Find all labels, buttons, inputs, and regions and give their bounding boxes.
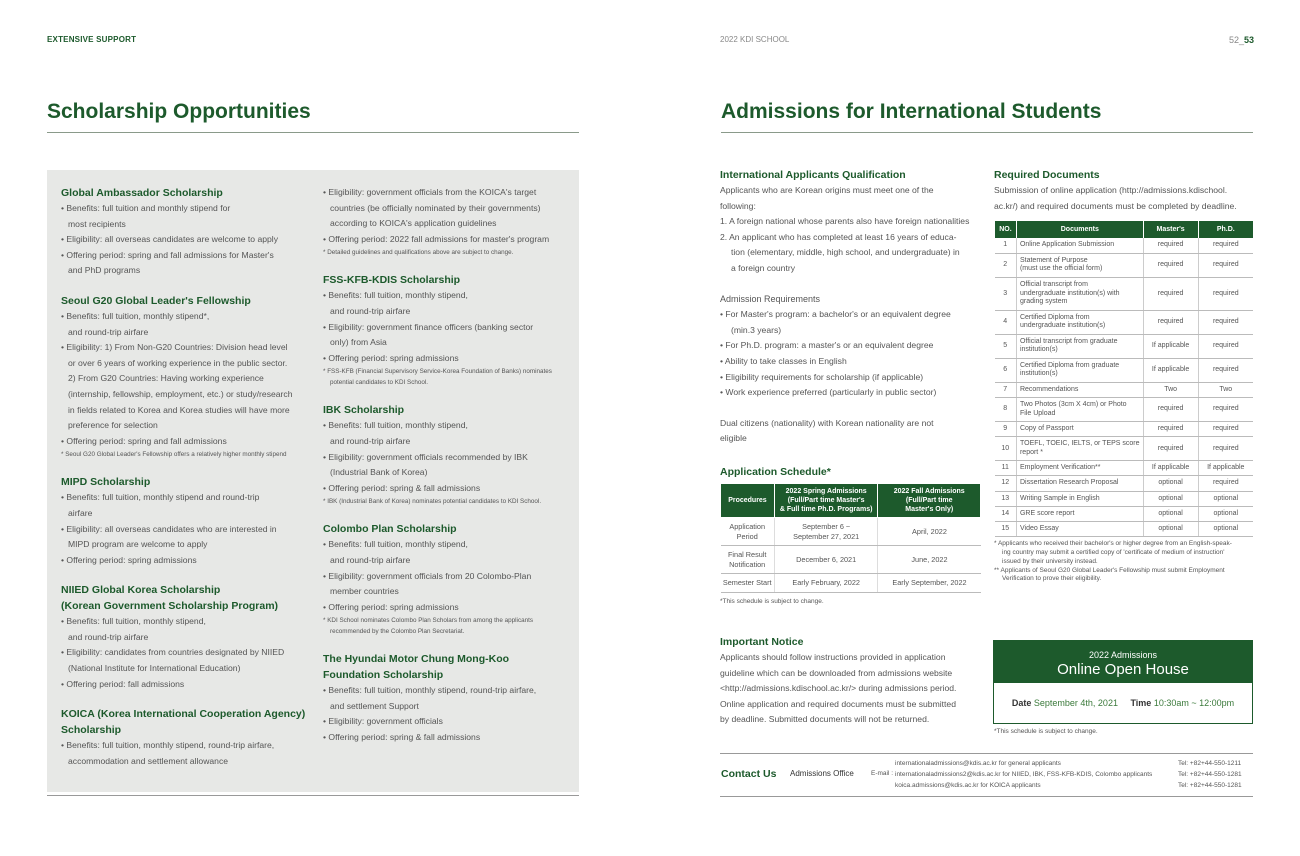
scholarship-detail: • Benefits: full tuition, monthly stipend and round-trip: [61, 492, 260, 503]
contact-emails: [895, 758, 1152, 791]
qualification-item: 2. An applicant who has completed at least 16 years of educa-: [720, 231, 957, 242]
document-number: 10: [995, 437, 1017, 461]
document-number: 14: [995, 506, 1017, 521]
document-name: [1016, 310, 1143, 334]
schedule-cell: [721, 546, 775, 574]
open-house-box: [993, 640, 1253, 724]
document-name-line: Certified Diploma from: [1019, 314, 1090, 322]
document-name-line: grading system: [1019, 298, 1068, 306]
schedule-header-line: 2022 Fall Admissions: [893, 488, 965, 495]
documents-row: [995, 253, 1254, 277]
documents-row: [995, 238, 1254, 253]
document-name: [1016, 238, 1143, 253]
documents-column-header: Ph.D.: [1198, 221, 1253, 238]
scholarship-detail: • Benefits: full tuition, monthly stipend,: [61, 616, 206, 627]
documents-column-header: Documents: [1016, 221, 1143, 238]
scholarship-footnote: * KDI School nominates Colombo Plan Scholars from among the applicants: [323, 617, 534, 625]
scholarship-detail: • Offering period: spring admissions: [323, 601, 459, 612]
schedule-cell-line: Semester Start: [722, 578, 772, 587]
document-name: [1016, 506, 1143, 521]
schedule-heading: Application Schedule*: [720, 466, 831, 478]
contact-phones: [1178, 758, 1242, 791]
masters-requirement: required: [1143, 253, 1198, 277]
scholarship-detail: and settlement Support: [330, 700, 419, 711]
notice-section: [720, 635, 980, 728]
schedule-header-line: Procedures: [728, 497, 767, 504]
scholarship-detail: • Benefits: full tuition, monthly stipend,: [323, 539, 468, 550]
document-name-line: Official transcript from graduate: [1019, 338, 1118, 346]
scholarship-detail: • Offering period: 2022 fall admissions for master's program: [323, 233, 550, 244]
scholarship-detail: in fields related to Korea and Korea studies will have more: [68, 404, 290, 415]
scholarship-detail: (Industrial Bank of Korea): [330, 467, 428, 478]
schedule-cell-line: Early September, 2022: [892, 578, 967, 587]
notice-line: <http://admissions.kdischool.ac.kr/> during admissions period.: [720, 683, 957, 694]
document-number: 4: [995, 310, 1017, 334]
scholarship-name: NIIED Global Korea Scholarship: [61, 584, 221, 597]
schedule-header-line: Master's Only): [905, 506, 954, 513]
masters-requirement: required: [1143, 277, 1198, 310]
schedule-column-header: [878, 484, 981, 518]
scholarship-detail: member countries: [330, 586, 399, 597]
scholarship-detail: • Eligibility: candidates from countries designated by NIIED: [61, 647, 285, 658]
scholarship-detail: MIPD program are welcome to apply: [68, 539, 208, 550]
schedule-header-line: (Full/Part time: [905, 497, 953, 504]
scholarship-detail: • Eligibility: all overseas candidates who are interested in: [61, 523, 277, 534]
schedule-cell-line: Period: [736, 531, 758, 541]
schedule-column-header: [721, 484, 775, 518]
qualification-section: [720, 168, 980, 447]
masters-requirement: optional: [1143, 476, 1198, 491]
document-name-line: Video Essay: [1019, 524, 1059, 532]
scholarship-detail: • Benefits: full tuition and monthly stipend for: [61, 203, 231, 213]
documents-row: [995, 506, 1254, 521]
qualification-intro: [720, 183, 980, 214]
contact-phone: Tel: +82+44-550-1281: [1178, 771, 1242, 778]
document-name: [1016, 422, 1143, 437]
scholarship-detail: accommodation and settlement allowance: [68, 755, 229, 766]
document-name-line: Online Application Submission: [1019, 241, 1115, 249]
scholarship-detail: and PhD programs: [68, 265, 141, 276]
scholarship-detail: preference for selection: [68, 420, 158, 431]
document-name-line: Employment Verification**: [1019, 464, 1101, 472]
phd-requirement: required: [1198, 358, 1253, 382]
masters-requirement: required: [1143, 310, 1198, 334]
title-divider-right: [721, 132, 1253, 133]
document-number: 9: [995, 422, 1017, 437]
requirement-item: • Eligibility requirements for scholarship (if applicable): [720, 371, 924, 382]
document-number: 7: [995, 382, 1017, 397]
scholarship-block: [323, 402, 573, 507]
requirement-item: • For Ph.D. program: a master's or an equivalent degree: [720, 340, 934, 351]
scholarship-detail: • Offering period: spring and fall admissions: [61, 435, 227, 446]
requirement-item: • Work experience preferred (particularly in public sector): [720, 387, 937, 398]
contact-office: Admissions Office: [790, 769, 854, 778]
email-label: E-mail :: [871, 770, 894, 777]
document-number: 13: [995, 491, 1017, 506]
scholarship-footnote: * Seoul G20 Global Leader's Fellowship offers a relatively higher monthly stipend: [61, 451, 287, 459]
open-house-note: *This schedule is subject to change.: [994, 728, 1098, 735]
documents-footnote: issued by their university instead.: [1002, 557, 1098, 565]
scholarship-detail: according to KOICA's application guidelines: [330, 218, 497, 229]
phd-requirement: optional: [1198, 506, 1253, 521]
phd-requirement: required: [1198, 277, 1253, 310]
scholarship-detail: or over 6 years of working experience in the public sector.: [68, 357, 288, 368]
schedule-cell-line: April, 2022: [912, 526, 947, 536]
scholarship-detail: • Offering period: spring admissions: [323, 352, 459, 363]
documents-intro-line: ac.kr/) and required documents must be completed by deadline.: [994, 200, 1237, 211]
scholarship-detail: • Offering period: spring & fall admissions: [323, 482, 481, 493]
requirement-item: (min.3 years): [731, 324, 782, 335]
scholarship-detail: • Benefits: full tuition, monthly stipend, round-trip airfare,: [61, 740, 275, 751]
notice-line: Applicants should follow instructions provided in application: [720, 652, 946, 662]
masters-requirement: If applicable: [1143, 358, 1198, 382]
document-number: 15: [995, 522, 1017, 537]
scholarship-footnote: potential candidates to KDI School.: [330, 379, 429, 387]
schedule-cell-line: September 6 ~: [802, 521, 851, 531]
publication-title: 2022 KDI SCHOOL: [720, 35, 790, 44]
scholarship-name: IBK Scholarship: [323, 404, 405, 417]
schedule-header-line: (Full/Part time Master's: [787, 497, 865, 504]
documents-row: [995, 398, 1254, 422]
schedule-table: [720, 483, 981, 593]
document-name-line: Two Photos (3cm X 4cm) or Photo: [1019, 401, 1127, 409]
document-name: [1016, 358, 1143, 382]
schedule-cell-line: Final Result: [727, 549, 767, 559]
scholarship-detail: • Benefits: full tuition, monthly stipend*,: [61, 310, 210, 321]
scholarship-name: Scholarship: [61, 724, 122, 737]
scholarship-block: [61, 293, 309, 460]
scholarship-detail: • Offering period: spring & fall admissions: [323, 732, 481, 743]
qualification-item: 1. A foreign national whose parents also have foreign nationalities: [720, 216, 970, 227]
dual-citizen-line: Dual citizens (nationality) with Korean nationality are not: [720, 417, 934, 428]
scholarship-detail: most recipients: [68, 218, 126, 229]
notice-text: [720, 650, 980, 728]
scholarship-name: Colombo Plan Scholarship: [323, 523, 457, 536]
schedule-header-line: 2022 Spring Admissions: [785, 488, 867, 495]
contact-phone: Tel: +82+44-550-1211: [1178, 760, 1242, 767]
schedule-column-header: [774, 484, 878, 518]
schedule-section: [720, 465, 981, 607]
phd-requirement: required: [1198, 310, 1253, 334]
open-house-subtitle: 2022 Admissions: [1088, 650, 1158, 660]
documents-notes: [994, 540, 1253, 584]
scholarship-detail: countries (be officially nominated by their governments): [330, 202, 541, 213]
phd-requirement: optional: [1198, 522, 1253, 537]
notice-heading: Important Notice: [720, 636, 804, 648]
schedule-cell: [878, 546, 981, 574]
page-number: [1229, 35, 1254, 45]
scholarship-block: [61, 474, 309, 568]
phd-requirement: Two: [1198, 382, 1253, 397]
schedule-cell-line: September 27, 2021: [793, 531, 860, 541]
contact-divider-top: [720, 753, 1253, 754]
schedule-cell-line: December 6, 2021: [796, 554, 857, 564]
qualification-intro-line: following:: [720, 200, 756, 211]
masters-requirement: required: [1143, 422, 1198, 437]
schedule-cell: [774, 546, 878, 574]
documents-footnote: ** Applicants of Seoul G20 Global Leader's Fellowship must submit Employment: [994, 566, 1225, 574]
scholarship-footnote: * Detailed guidelines and qualifications above are subject to change.: [323, 249, 514, 257]
phd-requirement: required: [1198, 334, 1253, 358]
documents-intro-line: Submission of online application (http://admissions.kdischool.: [994, 185, 1228, 195]
phd-requirement: required: [1198, 253, 1253, 277]
document-name: [1016, 382, 1143, 397]
document-number: 1: [995, 238, 1017, 253]
masters-requirement: required: [1143, 437, 1198, 461]
masters-requirement: required: [1143, 398, 1198, 422]
document-number: 2: [995, 253, 1017, 277]
section-label: EXTENSIVE SUPPORT: [47, 35, 137, 44]
scholarship-detail: 2) From G20 Countries: Having working experience: [68, 373, 264, 384]
document-name: [1016, 522, 1143, 537]
phd-requirement: required: [1198, 398, 1253, 422]
schedule-cell-line: Notification: [729, 559, 766, 569]
scholarship-block: [61, 706, 309, 769]
open-house-title: Online Open House: [1057, 661, 1189, 678]
panel-divider: [47, 795, 579, 796]
scholarship-detail: (internship, fellowship, employment, etc.) or study/research: [68, 388, 293, 399]
schedule-cell: [774, 574, 878, 593]
requirement-item: • For Master's program: a bachelor's or an equivalent degree: [720, 309, 951, 320]
scholarship-name: Foundation Scholarship: [323, 669, 444, 682]
masters-requirement: If applicable: [1143, 334, 1198, 358]
documents-section: [994, 168, 1253, 584]
document-name: [1016, 491, 1143, 506]
document-name-line: undergraduate institution(s) with: [1019, 289, 1120, 297]
document-name-line: GRE score report: [1019, 509, 1075, 517]
document-name-line: Certified Diploma from graduate: [1019, 362, 1120, 370]
document-number: 6: [995, 358, 1017, 382]
documents-row: [995, 491, 1254, 506]
document-number: 3: [995, 277, 1017, 310]
document-number: 8: [995, 398, 1017, 422]
qualification-intro-line: Applicants who are Korean origins must meet one of the: [720, 185, 934, 195]
masters-requirement: required: [1143, 238, 1198, 253]
scholarship-name: (Korean Government Scholarship Program): [61, 600, 279, 613]
document-name-line: institution(s): [1019, 346, 1058, 354]
requirements-list: [720, 307, 980, 401]
documents-table: [994, 221, 1253, 537]
phd-requirement: required: [1198, 437, 1253, 461]
scholarship-footnote: * FSS-KFB (Financial Supervisory Service-Korea Foundation of Banks) nominates: [323, 368, 552, 376]
title-divider: [47, 132, 579, 133]
scholarship-detail: • Eligibility: government officials from the KOICA's target: [323, 187, 537, 197]
schedule-cell-line: June, 2022: [911, 554, 948, 564]
schedule-row: [721, 574, 981, 593]
documents-row: [995, 382, 1254, 397]
schedule-cell: [774, 518, 878, 546]
document-name: [1016, 334, 1143, 358]
schedule-cell: [878, 518, 981, 546]
documents-row: [995, 358, 1254, 382]
scholarship-detail: and round-trip airfare: [68, 631, 149, 642]
phd-requirement: optional: [1198, 491, 1253, 506]
documents-footnote: ing country may submit a certified copy of 'certificate of medium of instruction': [1002, 548, 1225, 556]
schedule-cell: [721, 518, 775, 546]
documents-row: [995, 334, 1254, 358]
document-name-line: Dissertation Research Proposal: [1019, 479, 1119, 487]
requirements-heading: Admission Requirements: [720, 293, 821, 304]
document-name: [1016, 253, 1143, 277]
scholarship-name: MIPD Scholarship: [61, 476, 151, 489]
schedule-row: [721, 518, 981, 546]
scholarship-detail: • Eligibility: government officials recommended by IBK: [323, 451, 528, 462]
document-name-line: File Upload: [1019, 409, 1056, 417]
schedule-cell: [878, 574, 981, 593]
documents-column-header: Master's: [1143, 221, 1198, 238]
document-name-line: Writing Sample in English: [1019, 494, 1100, 502]
scholarship-detail: and round-trip airfare: [330, 435, 411, 446]
contact-email: internationaladmissions@kdis.ac.kr for general applicants: [895, 760, 1061, 767]
open-house-details: [994, 683, 1252, 708]
contact-heading: Contact Us: [721, 768, 777, 780]
dual-citizen-note: [720, 416, 980, 447]
scholarship-detail: • Eligibility: government officials from 20 Colombo-Plan: [323, 570, 532, 581]
documents-intro: [994, 183, 1253, 214]
qualification-heading: International Applicants Qualification: [720, 169, 906, 181]
scholarship-detail: • Benefits: full tuition, monthly stipend,: [323, 290, 468, 301]
qualification-item: tion (elementary, middle, high school, and undergraduate) in: [731, 247, 960, 258]
scholarship-name: KOICA (Korea International Cooperation Agency): [61, 708, 306, 721]
masters-requirement: optional: [1143, 491, 1198, 506]
date-label: Date: [1011, 698, 1032, 708]
masters-requirement: If applicable: [1143, 461, 1198, 476]
phd-requirement: If applicable: [1198, 461, 1253, 476]
page-number-right: 53: [1243, 35, 1254, 45]
scholarship-title: Scholarship Opportunities: [47, 100, 311, 123]
document-number: 5: [995, 334, 1017, 358]
schedule-header-line: & Full time Ph.D. Programs): [779, 506, 873, 513]
scholarship-block: [323, 185, 573, 258]
document-name-line: (must use the official form): [1019, 265, 1103, 273]
schedule-cell-line: Early February, 2022: [792, 578, 860, 587]
scholarship-detail: • Eligibility: government officials: [323, 716, 443, 727]
document-number: 11: [995, 461, 1017, 476]
masters-requirement: optional: [1143, 506, 1198, 521]
time-label: Time: [1130, 698, 1152, 708]
scholarship-detail: and round-trip airfare: [68, 326, 149, 337]
masters-requirement: Two: [1143, 382, 1198, 397]
documents-row: [995, 277, 1254, 310]
page-number-left: 52_: [1228, 35, 1244, 45]
contact-email: koica.admissions@kdis.ac.kr for KOICA applicants: [895, 782, 1041, 789]
scholarship-block: [323, 521, 573, 637]
scholarship-footnote: * IBK (Industrial Bank of Korea) nominates potential candidates to KDI School.: [323, 498, 542, 506]
date-value: September 4th, 2021: [1033, 698, 1118, 708]
scholarship-name: Seoul G20 Global Leader's Fellowship: [61, 294, 251, 307]
scholarship-name: The Hyundai Motor Chung Mong-Koo: [323, 653, 510, 666]
documents-column-header: NO.: [995, 221, 1017, 238]
documents-row: [995, 476, 1254, 491]
scholarship-block: [323, 651, 573, 745]
scholarship-detail: • Benefits: full tuition, monthly stipend,: [323, 420, 468, 431]
scholarship-block: [61, 185, 309, 279]
documents-footnote: Verification to prove their eligibility.: [1002, 575, 1102, 583]
notice-line: by deadline. Submitted documents will not be returned.: [720, 714, 930, 725]
scholarship-detail: and round-trip airfare: [330, 554, 411, 565]
document-name: [1016, 476, 1143, 491]
contact-phone: Tel: +82+44-550-1281: [1178, 782, 1242, 789]
scholarship-detail: (National Institute for International Education): [68, 663, 241, 674]
documents-heading: Required Documents: [994, 169, 1100, 181]
scholarship-detail: and round-trip airfare: [330, 305, 411, 316]
qualification-item: a foreign country: [731, 262, 796, 273]
phd-requirement: required: [1198, 238, 1253, 253]
schedule-note: *This schedule is subject to change.: [720, 598, 824, 605]
documents-row: [995, 422, 1254, 437]
document-name-line: report *: [1019, 448, 1043, 456]
scholarship-detail: • Benefits: full tuition, monthly stipend, round-trip airfare,: [323, 685, 537, 696]
scholarship-detail: only) from Asia: [330, 337, 387, 348]
document-name: [1016, 398, 1143, 422]
documents-row: [995, 310, 1254, 334]
notice-line: Online application and required documents must be submitted: [720, 698, 956, 709]
document-name-line: Recommendations: [1019, 385, 1079, 393]
masters-requirement: optional: [1143, 522, 1198, 537]
time-value: 10:30am ~ 12:00pm: [1153, 698, 1235, 708]
document-name-line: TOEFL, TOEIC, IELTS, or TEPS score: [1019, 440, 1140, 448]
scholarship-detail: • Offering period: spring and fall admissions for Master's: [61, 249, 274, 260]
contact-email: internationaladmissions2@kdis.ac.kr for NIIED, IBK, FSS-KFB-KDIS, Colombo applicants: [895, 771, 1153, 778]
admissions-title: Admissions for International Students: [721, 100, 1102, 123]
schedule-row: [721, 546, 981, 574]
scholarship-detail: airfare: [68, 507, 93, 518]
scholarship-column-2: [323, 185, 573, 760]
document-number: 12: [995, 476, 1017, 491]
document-name: [1016, 437, 1143, 461]
scholarship-detail: • Eligibility: government finance officers (banking sector: [323, 321, 534, 332]
schedule-cell: [721, 574, 775, 593]
scholarship-block: [323, 272, 573, 388]
documents-row: [995, 437, 1254, 461]
document-name-line: Official transcript from: [1019, 281, 1088, 289]
scholarship-detail: • Eligibility: 1) From Non-G20 Countries: Division head level: [61, 342, 288, 353]
scholarship-column-1: [61, 185, 309, 783]
documents-footnote: * Applicants who received their bachelor's or higher degree from an English-speak-: [994, 540, 1232, 548]
requirement-item: • Ability to take classes in English: [720, 355, 847, 366]
qualification-list: [720, 214, 980, 276]
documents-row: [995, 522, 1254, 537]
scholarship-detail: • Offering period: fall admissions: [61, 678, 185, 689]
schedule-cell-line: Application: [729, 521, 766, 531]
contact-divider-bottom: [720, 796, 1253, 797]
scholarship-footnote: recommended by the Colombo Plan Secretariat.: [330, 628, 465, 636]
scholarship-block: [61, 582, 309, 692]
scholarship-name: Global Ambassador Scholarship: [61, 187, 223, 199]
document-name-line: institution(s): [1019, 370, 1058, 378]
dual-citizen-line: eligible: [720, 433, 747, 444]
scholarship-detail: • Eligibility: all overseas candidates are welcome to apply: [61, 234, 279, 245]
document-name: [1016, 277, 1143, 310]
phd-requirement: required: [1198, 422, 1253, 437]
scholarship-name: FSS-KFB-KDIS Scholarship: [323, 274, 461, 287]
document-name-line: Copy of Passport: [1019, 425, 1074, 432]
scholarship-detail: • Offering period: spring admissions: [61, 554, 197, 565]
document-name-line: undergraduate institution(s): [1019, 322, 1106, 330]
document-name: [1016, 461, 1143, 476]
document-name-line: Statement of Purpose: [1019, 257, 1088, 265]
documents-row: [995, 461, 1254, 476]
notice-line: guideline which can be downloaded from admissions website: [720, 667, 953, 678]
phd-requirement: required: [1198, 476, 1253, 491]
